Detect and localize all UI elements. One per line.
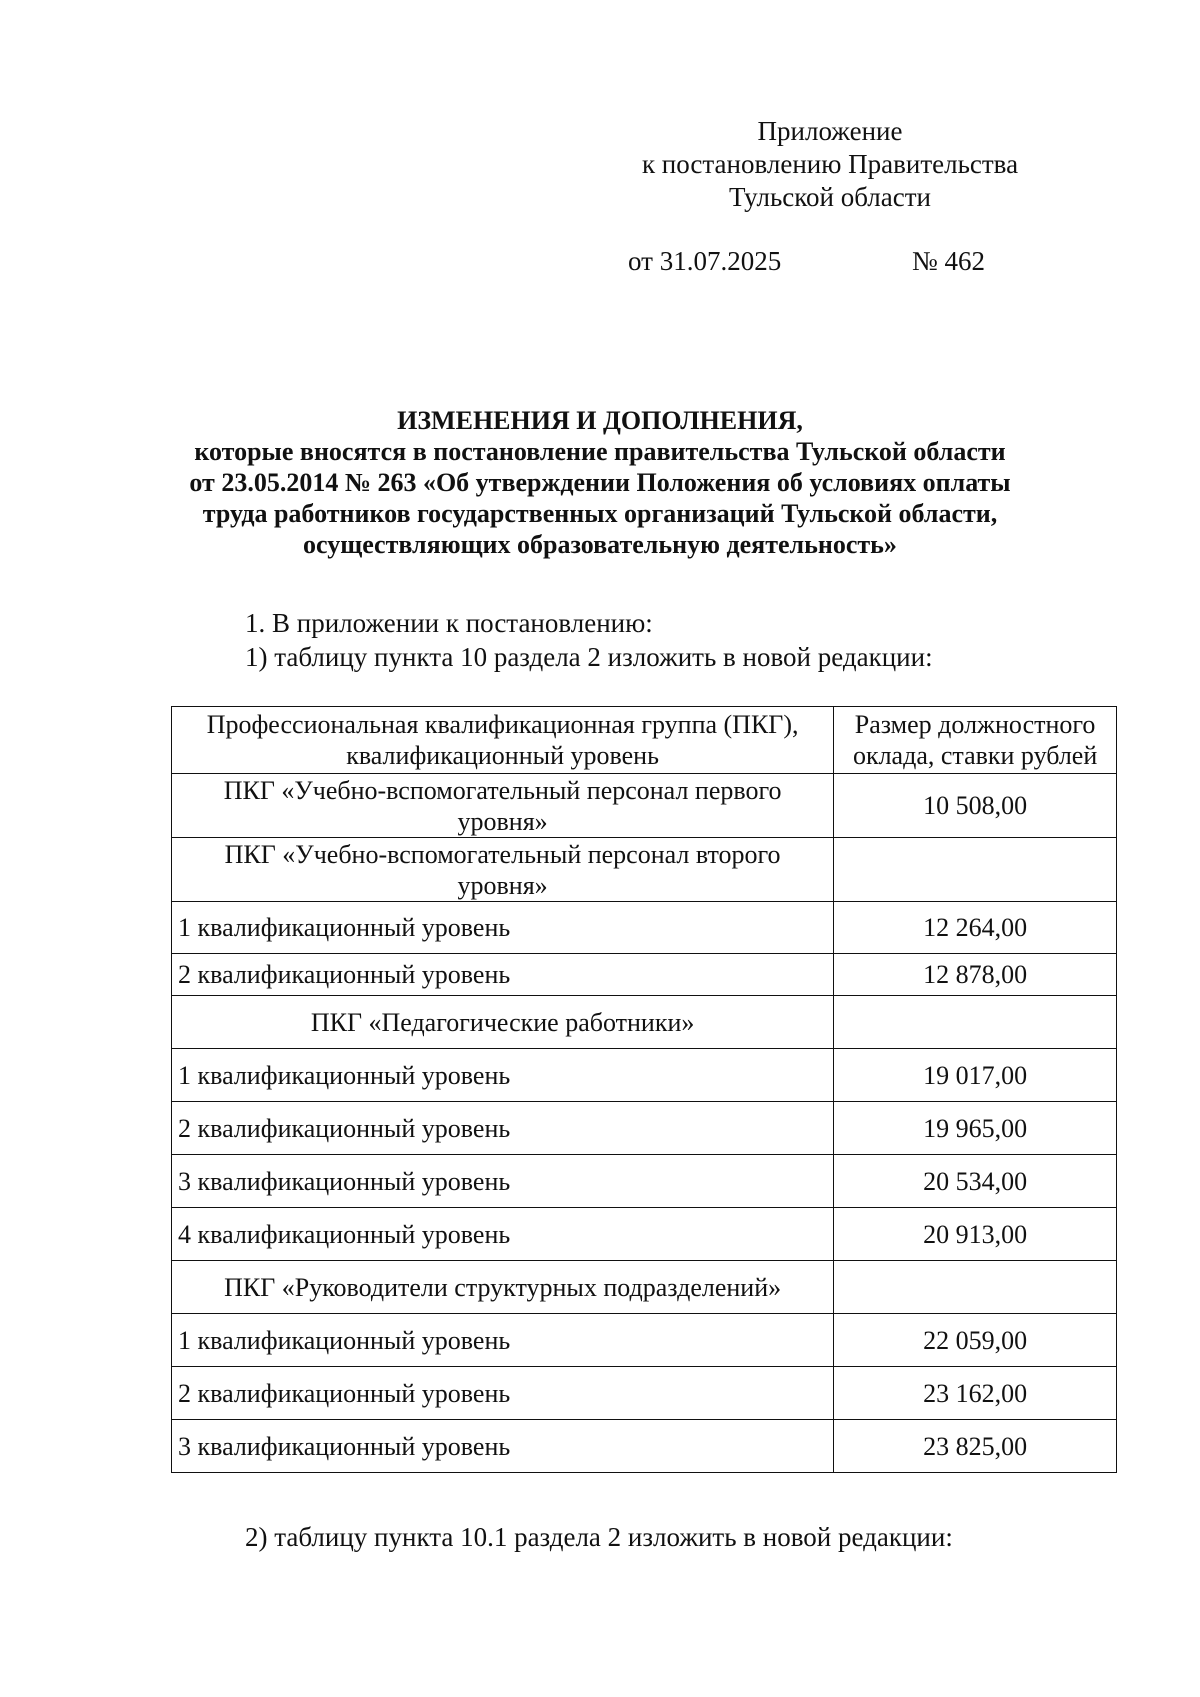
table-row bbox=[172, 1102, 1117, 1155]
decree-number: № 462 bbox=[912, 246, 986, 276]
paragraph-2: 1) таблицу пункта 10 раздела 2 изложить в новой редакции: bbox=[245, 642, 933, 672]
annex-line: Тульской области bbox=[729, 182, 931, 212]
header-group-column: Профессиональная квалификационная группа (ПКГ), квалификационный уровень bbox=[172, 707, 834, 774]
row-name: 4 квалификационный уровень bbox=[172, 1208, 834, 1261]
table-row bbox=[172, 1049, 1117, 1102]
header-salary-column: Размер должностного оклада, ставки рублей bbox=[834, 707, 1117, 774]
row-name: 3 квалификационный уровень bbox=[172, 1155, 834, 1208]
table-row bbox=[172, 996, 1117, 1049]
row-value bbox=[834, 996, 1117, 1049]
decree-date: от 31.07.2025 bbox=[628, 246, 782, 276]
row-name: 1 квалификационный уровень bbox=[172, 1049, 834, 1102]
title-line: от 23.05.2014 № 263 «Об утверждении Положения об условиях оплаты bbox=[189, 468, 1011, 497]
row-value bbox=[834, 1261, 1117, 1314]
table-row bbox=[172, 954, 1117, 996]
title-line: осуществляющих образовательную деятельность» bbox=[303, 530, 897, 559]
paragraph-3: 2) таблицу пункта 10.1 раздела 2 изложить в новой редакции: bbox=[245, 1522, 953, 1552]
row-value: 19 017,00 bbox=[834, 1049, 1117, 1102]
row-value: 23 162,00 bbox=[834, 1367, 1117, 1420]
salary-table bbox=[171, 706, 1117, 1473]
paragraph-1: 1. В приложении к постановлению: bbox=[245, 608, 653, 638]
row-name: 3 квалификационный уровень bbox=[172, 1420, 834, 1473]
row-value: 10 508,00 bbox=[834, 774, 1117, 838]
table-row bbox=[172, 1367, 1117, 1420]
annex-line: Приложение bbox=[757, 116, 903, 146]
row-name: ПКГ «Педагогические работники» bbox=[172, 996, 834, 1049]
title-line: которые вносятся в постановление правительства Тульской области bbox=[194, 437, 1006, 466]
row-value: 20 534,00 bbox=[834, 1155, 1117, 1208]
row-value: 12 264,00 bbox=[834, 902, 1117, 954]
table-row bbox=[172, 774, 1117, 838]
row-value: 22 059,00 bbox=[834, 1314, 1117, 1367]
annex-line: к постановлению Правительства bbox=[641, 149, 1019, 179]
row-name: ПКГ «Учебно-вспомогательный персонал второго уровня» bbox=[172, 838, 834, 902]
row-name: 1 квалификационный уровень bbox=[172, 902, 834, 954]
table-row bbox=[172, 902, 1117, 954]
title-line: труда работников государственных организаций Тульской области, bbox=[202, 499, 998, 528]
row-value: 19 965,00 bbox=[834, 1102, 1117, 1155]
row-name: ПКГ «Руководители структурных подразделений» bbox=[172, 1261, 834, 1314]
row-name: ПКГ «Учебно-вспомогательный персонал первого уровня» bbox=[172, 774, 834, 838]
table-header-row bbox=[172, 707, 1117, 774]
row-value: 20 913,00 bbox=[834, 1208, 1117, 1261]
table-row bbox=[172, 1155, 1117, 1208]
table-row bbox=[172, 1314, 1117, 1367]
row-name: 1 квалификационный уровень bbox=[172, 1314, 834, 1367]
row-value: 23 825,00 bbox=[834, 1420, 1117, 1473]
title-line: ИЗМЕНЕНИЯ И ДОПОЛНЕНИЯ, bbox=[397, 406, 803, 435]
table-row bbox=[172, 1420, 1117, 1473]
row-value: 12 878,00 bbox=[834, 954, 1117, 996]
row-name: 2 квалификационный уровень bbox=[172, 1367, 834, 1420]
row-value bbox=[834, 838, 1117, 902]
document-title bbox=[140, 405, 1060, 560]
table-row bbox=[172, 838, 1117, 902]
row-name: 2 квалификационный уровень bbox=[172, 954, 834, 996]
table-row bbox=[172, 1208, 1117, 1261]
row-name: 2 квалификационный уровень bbox=[172, 1102, 834, 1155]
table-row bbox=[172, 1261, 1117, 1314]
